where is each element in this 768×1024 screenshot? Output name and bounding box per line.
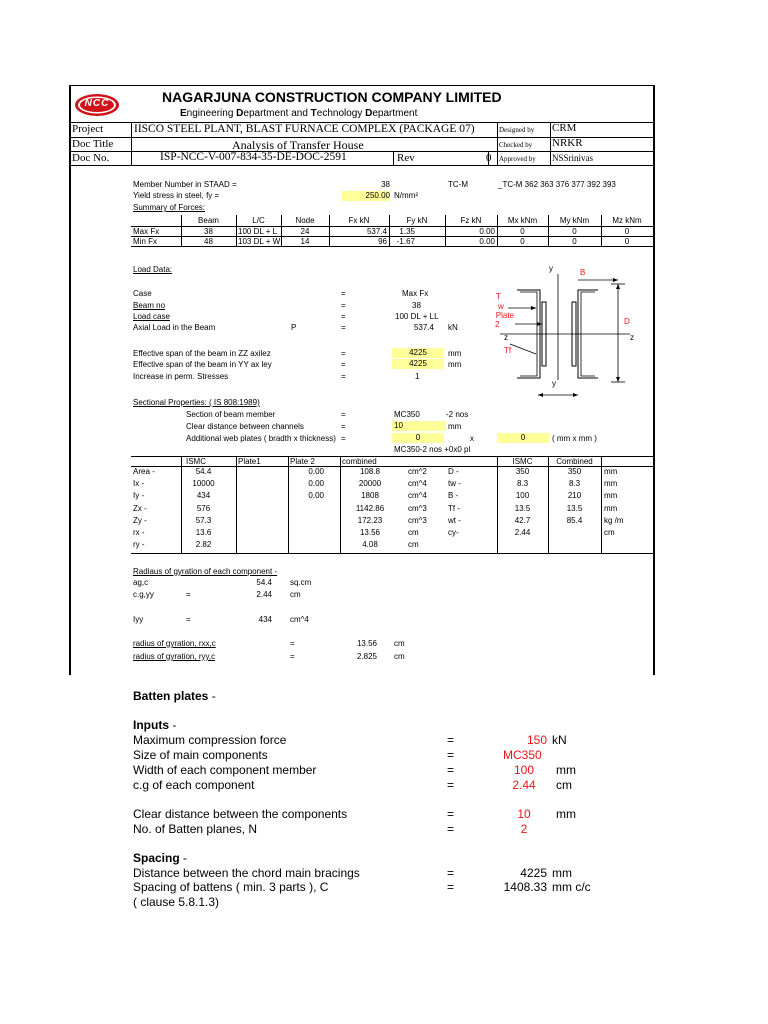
inputs-title-text: Inputs [133, 718, 169, 732]
pt-cell-unit: cm^4 [408, 491, 427, 501]
clear-value: 10 [392, 421, 446, 431]
iyy-eq: = [186, 615, 191, 624]
axial-symbol: P [291, 323, 297, 332]
axial-value: 537.4 [413, 323, 434, 332]
pt-cell-unit2: mm [604, 503, 618, 513]
dist-label: Distance between the chord main bracings [133, 866, 360, 880]
hdr-vline-2 [497, 122, 498, 166]
planes-value: 2 [520, 822, 528, 836]
effyy-value: 4225 [392, 359, 444, 369]
web-breadth: 0 [392, 433, 444, 443]
pt-header: Plate1 [238, 457, 261, 466]
ag-unit: sq.cm [290, 578, 312, 587]
case-value: Max Fx [402, 289, 429, 298]
pt-cell-unit: cm^3 [408, 503, 427, 513]
ft-cell: -1.67 [396, 237, 415, 246]
width-eq: = [447, 763, 455, 777]
ft-cell: 0 [520, 237, 525, 246]
frame-left-line [69, 85, 71, 675]
pt-header: combined [342, 457, 377, 466]
diag-b-label: B [580, 268, 586, 277]
hdr-vline-1 [131, 122, 132, 166]
spacing-label: Spacing of battens ( min. 3 parts ), C [133, 880, 329, 894]
ft-cell: 0 [624, 237, 630, 246]
diag-y-bottom: y [552, 379, 556, 388]
effzz-label: Effective span of the beam in ZZ axilez [133, 349, 271, 358]
pt-cell-comb2: 8.3 [568, 479, 581, 489]
ft-header: Beam [198, 216, 219, 225]
batten-title-dash: - [211, 689, 216, 703]
cgyy-value: 2.44 [256, 590, 272, 599]
ryy-eq: = [290, 652, 295, 661]
pt-cell-p2: 0.00 [308, 467, 324, 476]
dept-letter-d1: D [236, 108, 244, 119]
iyy-value: 434 [258, 615, 272, 624]
ft-cell: 537.4 [366, 227, 387, 236]
ft-header: Mz kNm [612, 216, 642, 225]
sec-eq: = [341, 410, 346, 419]
ft-cell: 24 [300, 227, 310, 236]
dist-value: 4225 [520, 866, 547, 880]
dept-word-1: ngineering [186, 108, 237, 119]
ft-header: My kNm [559, 216, 590, 225]
pt-bottom [131, 553, 653, 554]
designed-value: CRM [552, 122, 577, 134]
iyy-label: Iyy [133, 615, 144, 624]
pt-cell-p2: 0.00 [308, 491, 324, 501]
size-value: MC350 [503, 748, 542, 762]
cg-label: c.g of each component [133, 778, 255, 792]
clear-unit: mm [448, 422, 462, 431]
cgyy-eq: = [186, 590, 191, 599]
cg-value: 2.44 [512, 778, 536, 792]
cg-unit: cm [556, 778, 572, 792]
lcase-value: 100 DL + LL [395, 312, 439, 321]
fy-label: Yield stress in steel, fy = [133, 191, 220, 200]
checked-value: NRKR [552, 137, 583, 149]
logo-text: NCC [84, 98, 110, 109]
effyy-label: Effective span of the beam in YY ax ley [133, 360, 272, 369]
pt-cell-comb: 1142.86 [355, 503, 385, 513]
clause-text: ( clause 5.8.1.3) [133, 895, 220, 909]
ncc-logo [74, 93, 120, 117]
pt-cell-ismc: 13.6 [195, 528, 212, 537]
case-eq: = [341, 289, 346, 298]
inc-eq: = [341, 372, 346, 381]
batten-title [133, 689, 216, 703]
web-thickness: 0 [497, 433, 549, 443]
dist-unit: mm [552, 866, 572, 880]
staad-label: Member Number in STAAD = [133, 180, 237, 189]
cg-eq: = [447, 778, 455, 792]
rxx-value: 13.56 [356, 639, 377, 648]
sec-nos: -2 nos [446, 410, 469, 419]
ft-cell: Max Fx [133, 227, 160, 236]
spacing-unit: mm c/c [552, 880, 591, 894]
project-label: Project [72, 123, 104, 135]
cleardist-unit: mm [556, 807, 576, 821]
inc-label: Increase in perm. Stresses [133, 372, 229, 381]
ft-header: Mx kNm [507, 216, 538, 225]
pt-cell-name: Iy - [133, 491, 145, 501]
web-label: Additional web plates ( bradth x thickness) [186, 434, 336, 443]
diag-z-left: z [504, 333, 508, 342]
ag-value: 54.4 [256, 578, 272, 587]
maxforce-value: 150 [526, 733, 547, 747]
iyy-unit: cm^4 [290, 615, 309, 624]
size-eq: = [447, 748, 455, 762]
beam-label: Beam no [133, 301, 166, 310]
planes-eq: = [447, 822, 455, 836]
ft-cell: 0.00 [479, 227, 495, 236]
fy-unit: N/mm² [394, 191, 418, 200]
diag-y-top: y [549, 264, 553, 273]
ft-cell: 0 [520, 227, 525, 236]
rxx-eq: = [290, 639, 295, 648]
channel-section-diagram [480, 262, 650, 407]
hdr-vline-rev [393, 151, 394, 165]
ft-header: Fz kN [460, 216, 482, 225]
ft-cell: 0.00 [479, 237, 495, 246]
ft-header: Node [295, 216, 315, 225]
ag-label: ag,c [133, 578, 149, 587]
effyy-eq: = [341, 360, 346, 369]
pt-cell-comb: 13.56 [359, 528, 381, 537]
tcm-label: TC-M [448, 180, 468, 189]
beam-eq: = [341, 301, 346, 310]
staad-value: 38 [381, 180, 390, 189]
pt-v7 [601, 456, 602, 553]
pt-cell-ismc: 434 [196, 491, 211, 501]
department-line [180, 108, 417, 119]
pt-cell-name: Ix - [133, 479, 145, 489]
pt-cell-unit2: cm [604, 528, 615, 537]
ryy-unit: cm [394, 652, 405, 661]
pt-header: Plate 2 [290, 457, 315, 466]
pt-cell-comb: 4.08 [362, 540, 378, 550]
lcase-label: Load case [133, 312, 170, 321]
ryy-value: 2.825 [356, 652, 377, 661]
ft-cell: 38 [204, 227, 213, 236]
pt-cell-sym: tw - [448, 479, 461, 489]
axial-label: Axial Load in the Beam [133, 323, 216, 332]
diag-t-label: T [496, 292, 501, 301]
diag-w-label: w [498, 302, 504, 311]
pt-cell-ismc: 10000 [192, 479, 215, 489]
case-label: Case [133, 289, 152, 298]
batten-title-text: Batten plates [133, 689, 209, 703]
pt-cell-comb: 20000 [358, 479, 382, 489]
pt-cell-name: Zy - [133, 515, 147, 525]
effzz-eq: = [341, 349, 346, 358]
pt-cell-unit: cm^2 [408, 467, 427, 476]
effzz-value: 4225 [392, 348, 444, 358]
size-label: Size of main components [133, 748, 268, 762]
maxforce-label: Maximum compression force [133, 733, 287, 747]
docno-label: Doc No. [72, 152, 110, 164]
section-title: Sectional Properties: ( IS 808:1989) [133, 398, 260, 407]
pt-cell-ismc: 576 [196, 503, 211, 513]
pt-cell-ismc: 57.3 [195, 515, 212, 525]
rxx-unit: cm [394, 639, 405, 648]
doctitle-value: Analysis of Transfer House [232, 138, 364, 152]
spacing-value: 1408.33 [503, 880, 547, 894]
width-unit: mm [556, 763, 576, 777]
ft-cell: 1.35 [399, 227, 415, 236]
pt-cell-unit: cm^3 [408, 515, 427, 525]
pt-header: ISMC [186, 457, 206, 466]
dept-word-3: echnology [316, 108, 366, 119]
diag-d-label: D [624, 317, 630, 326]
pt-cell-ismc: 2.82 [195, 540, 212, 550]
pt-cell-sym: B - [448, 491, 459, 501]
diag-tf-label: Tf [504, 346, 512, 355]
pt-cell-ismc2: 42.7 [514, 515, 531, 525]
dept-word-4: epartment [372, 108, 418, 119]
pt-cell-ismc2: 13.5 [514, 503, 531, 513]
ft-header: Fy kN [406, 216, 428, 225]
ft-cell: 96 [378, 237, 387, 246]
ft-cell: 0 [572, 227, 577, 236]
pt-cell-name: Area - [133, 467, 155, 476]
cleardist-eq: = [447, 807, 455, 821]
dept-letter-d2: D [365, 108, 373, 119]
dept-letter-e: E [180, 108, 187, 119]
rev-value: 0 [486, 152, 492, 164]
pt-cell-name: ry - [133, 540, 145, 550]
pt-cell-sym: D - [448, 467, 459, 476]
sec-label: Section of beam member [186, 410, 276, 419]
tcm-value: _TC-M 362 363 376 377 392 393 [498, 180, 616, 189]
pt-cell-comb2: 13.5 [566, 503, 583, 513]
maxforce-unit: kN [552, 733, 567, 747]
diag-plate-label: Plate [495, 311, 514, 320]
dept-letter-t: T [310, 108, 317, 119]
inputs-title [133, 718, 176, 732]
doctitle-label: Doc Title [72, 138, 114, 150]
pt-cell-unit2: kg /m [604, 515, 624, 525]
pt-cell-sym: wt - [448, 515, 461, 525]
ryy-label: radius of gyration, ryy,c [133, 652, 216, 661]
rxx-label: radius of gyration, rxx,c [133, 639, 216, 648]
inc-value: 1 [415, 372, 420, 381]
spacing-title-text: Spacing [133, 851, 180, 865]
effyy-unit: mm [448, 360, 462, 369]
clear-eq: = [341, 422, 346, 431]
fy-value: 250.00 [342, 191, 390, 201]
ft-cell: 0 [572, 237, 577, 246]
pt-cell-unit2: mm [604, 467, 618, 476]
pt-cell-name: rx - [133, 528, 145, 537]
company-name: NAGARJUNA CONSTRUCTION COMPANY LIMITED [162, 89, 502, 105]
ft-cell: 100 DL + L [238, 227, 278, 236]
web-eq: = [341, 434, 346, 443]
pt-cell-ismc2: 2.44 [514, 528, 531, 537]
pt-cell-p2: 0.00 [308, 479, 324, 489]
spacing-title-dash: - [183, 851, 188, 865]
pt-cell-sym: Tf - [448, 503, 460, 513]
summary-label: Summary of Forces: [133, 203, 206, 212]
project-value: IISCO STEEL PLANT, BLAST FURNACE COMPLEX (PACKAGE 07) [134, 123, 475, 135]
pt-cell-comb: 108.8 [359, 467, 381, 476]
designed-label: Designed by [499, 126, 535, 134]
cgyy-label: c.g,yy [133, 590, 154, 599]
sec-value: MC350 [394, 410, 420, 419]
lcase-eq: = [341, 312, 346, 321]
ft-header: Fx kN [348, 216, 370, 225]
web-x: x [470, 434, 474, 443]
pt-cell-unit2: mm [604, 491, 618, 501]
pt-cell-ismc2: 350 [515, 467, 530, 476]
pt-cell-comb2: 85.4 [566, 515, 583, 525]
pt-cell-comb: 1808 [361, 491, 379, 501]
pt-v2 [236, 456, 237, 553]
spacing-title [133, 851, 187, 865]
checked-label: Checked by [499, 141, 533, 149]
approved-value: NSSrinivas [552, 153, 594, 163]
pt-cell-name: Zx - [133, 503, 147, 513]
maxforce-eq: = [447, 733, 455, 747]
docno-value: ISP-NCC-V-007-834-35-DE-DOC-2591 [160, 151, 347, 163]
ft-cell: Min Fx [133, 237, 157, 246]
cleardist-value: 10 [517, 807, 531, 821]
effzz-unit: mm [448, 349, 462, 358]
axial-eq: = [341, 323, 346, 332]
spacing-eq: = [447, 880, 455, 894]
pt-cell-sym: cy- [448, 528, 459, 537]
width-value: 100 [513, 763, 535, 777]
frame-top-line [69, 85, 655, 86]
pt-cell-comb2: 210 [567, 491, 582, 501]
approved-label: Approved by [499, 155, 536, 163]
load-title: Load Data: [133, 265, 173, 274]
ft-header: L/C [252, 216, 265, 225]
ft-cell: 14 [300, 237, 310, 246]
beam-value: 38 [412, 301, 421, 310]
pt-cell-ismc2: 100 [515, 491, 530, 501]
ft-cell: 0 [624, 227, 630, 236]
dist-eq: = [447, 866, 455, 880]
gyration-title: Radiaus of gyration of each component - [133, 567, 278, 576]
pt-cell-ismc: 54.4 [195, 467, 212, 476]
pt-cell-unit: cm [408, 540, 419, 550]
pt-cell-unit: cm [408, 528, 419, 537]
cleardist-label: Clear distance between the components [133, 807, 348, 821]
pt-cell-unit2: mm [604, 479, 618, 489]
hdr-line-4 [69, 165, 655, 166]
planes-label: No. of Batten planes, N [133, 822, 258, 836]
pt-cell-comb: 172.23 [357, 515, 383, 525]
pt-header: ISMC [512, 457, 533, 466]
pt-header: Combined [556, 457, 593, 466]
hdr-vline-3 [550, 122, 551, 166]
diag-z-right: z [630, 333, 634, 342]
pt-cell-ismc2: 8.3 [516, 479, 529, 489]
web-unit: ( mm x mm ) [552, 434, 597, 443]
pt-cell-comb2: 350 [567, 467, 582, 476]
width-label: Width of each component member [133, 763, 317, 777]
inputs-title-dash: - [172, 718, 177, 732]
cgyy-unit: cm [290, 590, 301, 599]
pt-cell-unit: cm^4 [408, 479, 427, 489]
dept-word-2: epartment and [243, 108, 311, 119]
axial-unit: kN [448, 323, 458, 332]
ft-cell: 48 [204, 237, 213, 246]
rev-label: Rev [397, 152, 415, 164]
clear-label: Clear distance between channels [186, 422, 304, 431]
combo-text: MC350-2 nos +0x0 pl [394, 445, 471, 454]
ft-cell: 103 DL + W [238, 237, 281, 246]
diag-plate-number: 2 [495, 320, 500, 329]
frame-right-line [653, 85, 655, 675]
